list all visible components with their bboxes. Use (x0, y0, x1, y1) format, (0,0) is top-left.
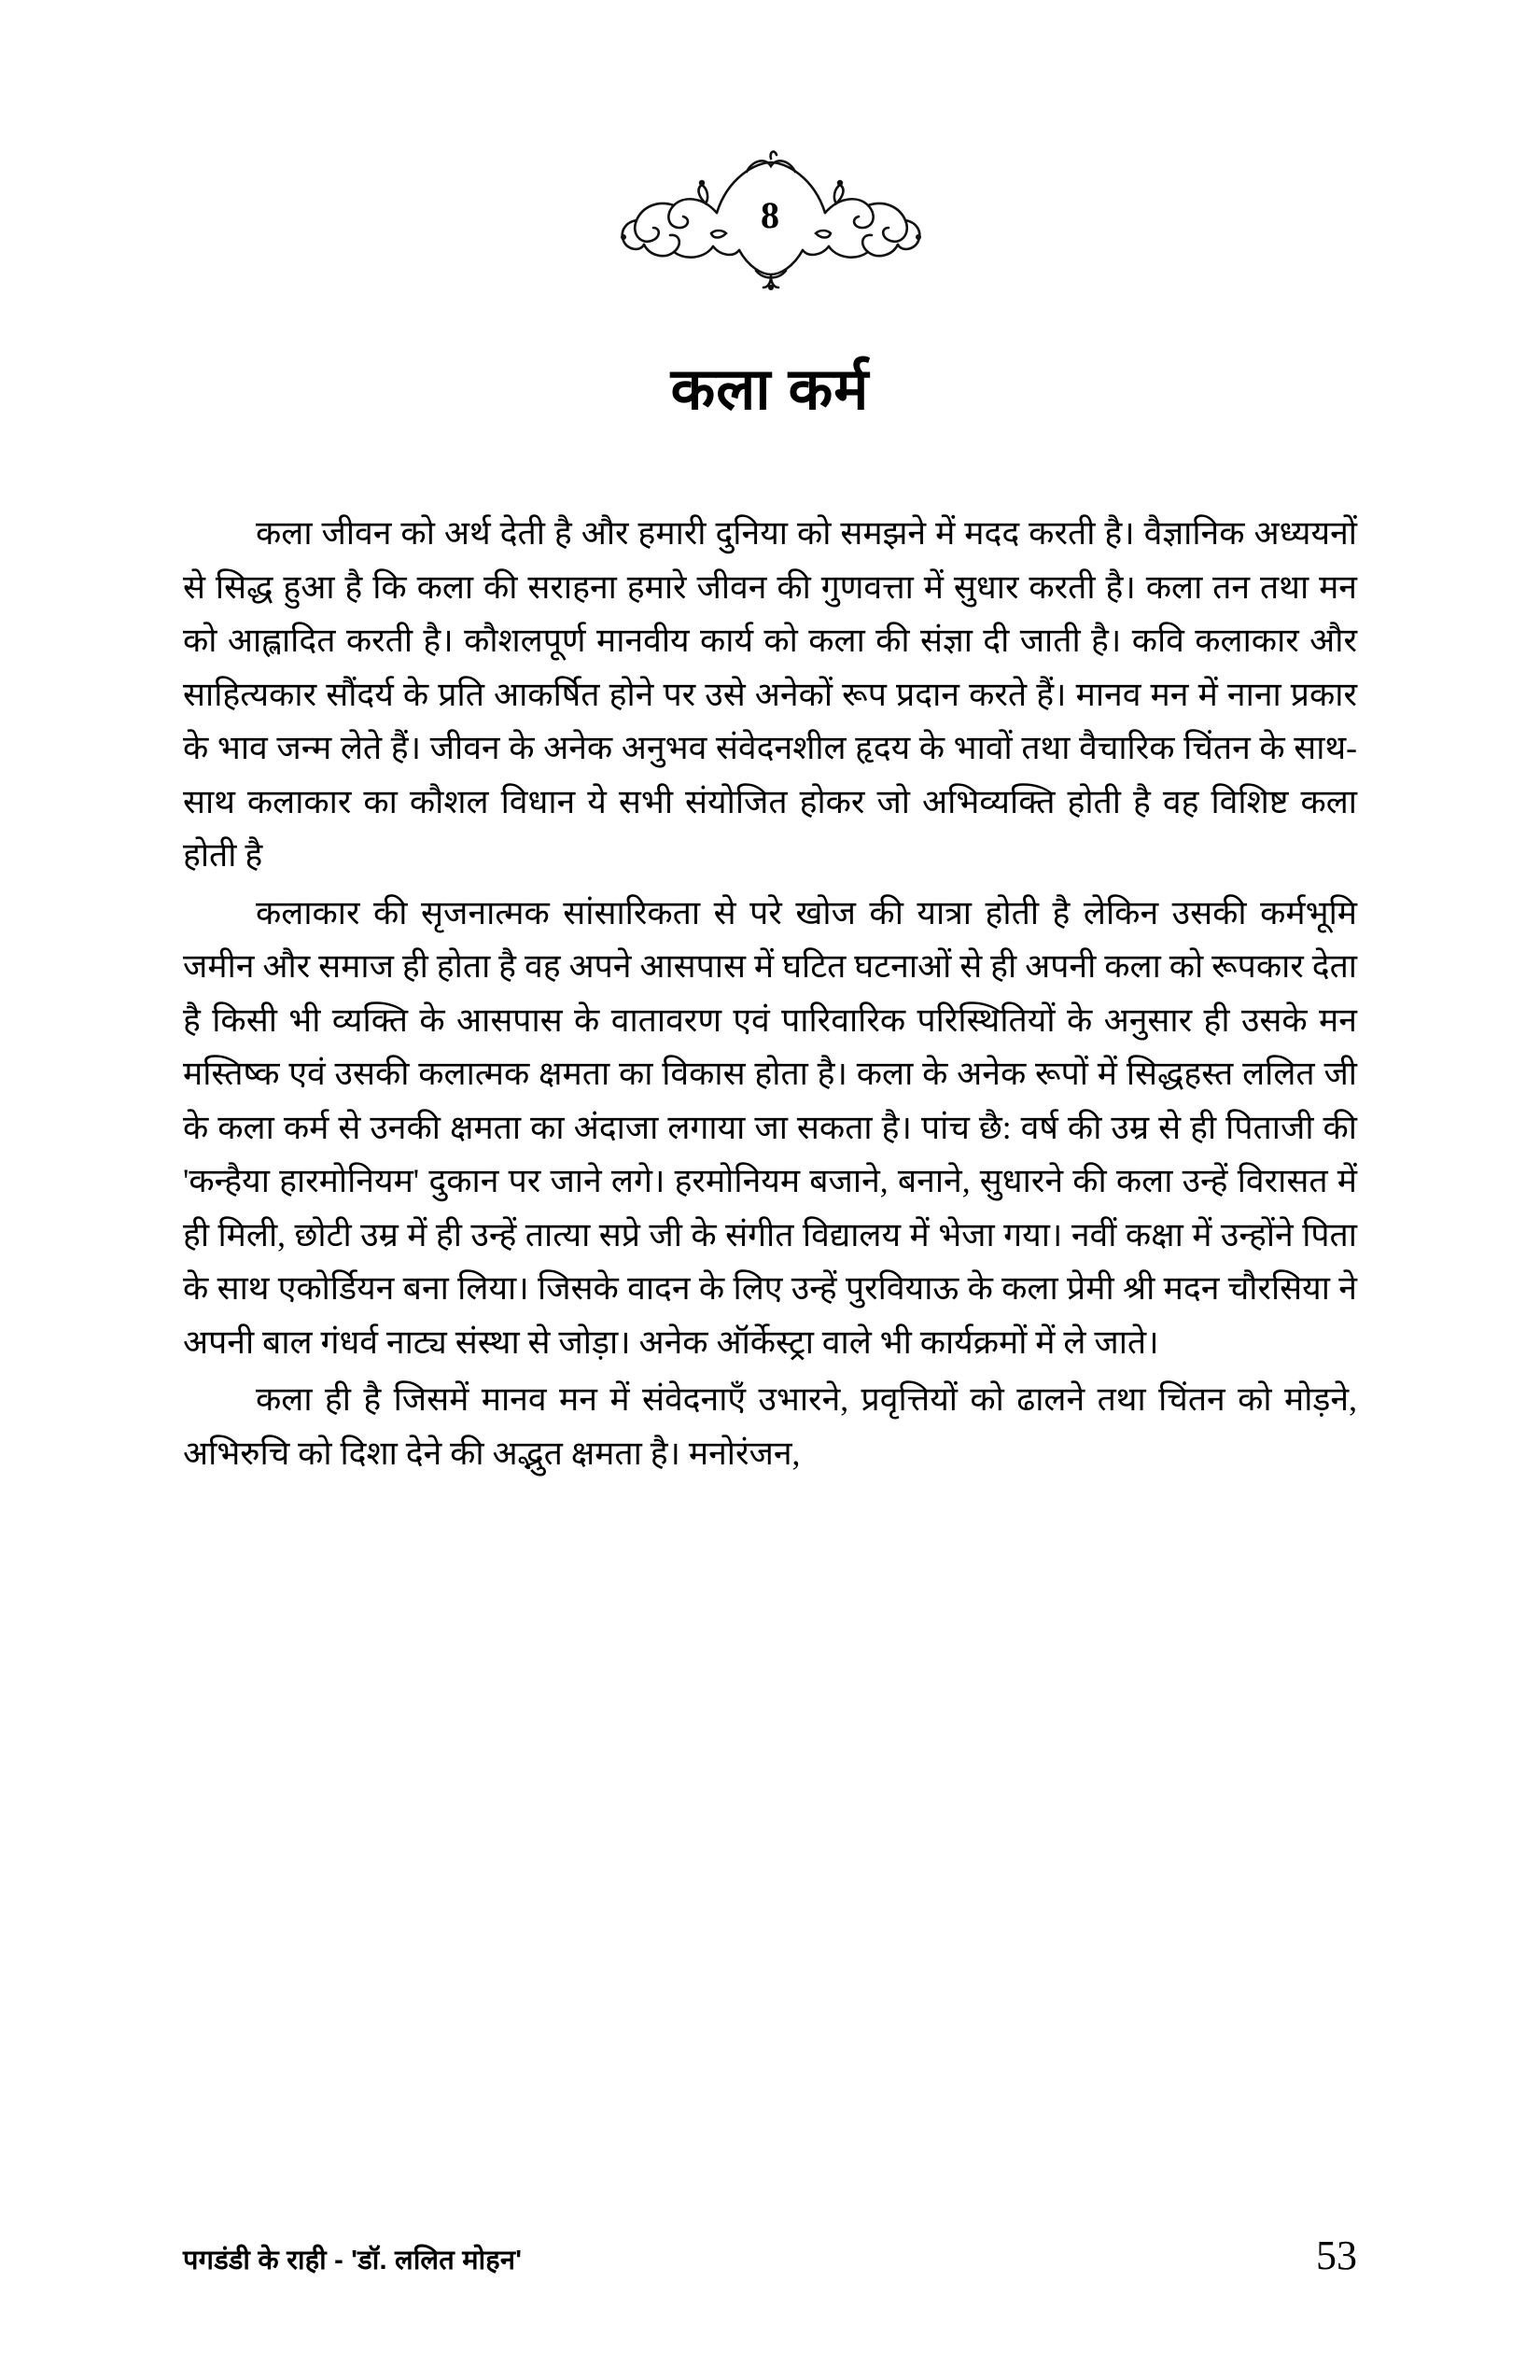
paragraph: कला ही है जिसमें मानव मन में संवेदनाएँ उभारने, प्रवृत्तियों को ढालने तथा चिंतन को मोड़ने, अभिरुचि को दिशा देने की अद्भुत क्षमता है। मनोरंजन, (183, 1380, 1357, 1472)
chapter-number: 8 (761, 193, 779, 236)
chapter-title: कला कर्म (670, 357, 870, 422)
chapter-body (183, 507, 1357, 1480)
page-content (183, 0, 1357, 2380)
chapter-ornament-block (183, 140, 1357, 303)
paragraph: कलाकार की सृजनात्मक सांसारिकता से परे खोज की यात्रा होती है लेकिन उसकी कर्मभूमि जमीन और समाज ही होता है वह अपने आसपास में घटित घटनाओं से ही अपनी कला को रूपकार देता है किसी भी व्यक्ति के आसपास के वातावरण एवं पारिवारिक परिस्थितियों के अनुसार ही उसके मन मस्तिष्क एवं उसकी कलात्मक क्षमता का विकास होता है। कला के अनेक रूपों में सिद्धहस्त ललित जी के कला कर्म से उनकी क्षमता का अंदाजा लगाया जा सकता है। पांच छै: वर्ष की उम्र से ही पिताजी की 'कन्हैया हारमोनियम' दुकान पर जाने लगे। हरमोनियम बजाने, बनाने, सुधारने की कला उन्हें विरासत में ही मिली, छोटी उम्र में ही उन्हें तात्या सप्रे जी के संगीत विद्यालय में भेजा गया। नवीं कक्षा में उन्होंने पिता के साथ एकोर्डियन बना लिया। जिसके वादन के लिए उन्हें पुरवियाऊ के कला प्रेमी श्री मदन चौरसिया ने अपनी बाल गंधर्व नाट्य संस्था से जोड़ा। अनेक ऑर्केस्ट्रा वाले भी कार्यक्रमों में ले जाते। (183, 893, 1357, 1361)
page-footer (183, 2232, 1357, 2279)
paragraph: कला जीवन को अर्थ देती है और हमारी दुनिया को समझने में मदद करती है। वैज्ञानिक अध्ययनों से सिद्ध हुआ है कि कला की सराहना हमारे जीवन की गुणवत्ता में सुधार करती है। कला तन तथा मन को आह्लादित करती है। कौशलपूर्ण मानवीय कार्य को कला की संज्ञा दी जाती है। कवि कलाकार और साहित्यकार सौंदर्य के प्रति आकर्षित होने पर उसे अनेकों रूप प्रदान करते हैं। मानव मन में नाना प्रकार के भाव जन्म लेते हैं। जीवन के अनेक अनुभव संवेदनशील हृदय के भावों तथा वैचारिक चिंतन के साथ-साथ कलाकार का कौशल विधान ये सभी संयोजित होकर जो अभिव्यक्ति होती है वह विशिष्ट कला होती है (183, 514, 1357, 874)
page-number: 53 (1316, 2233, 1357, 2278)
footer-book-title: पगडंडी के राही - 'डॉ. ललित मोहन' (183, 2246, 523, 2275)
floral-ornament-icon (616, 147, 924, 297)
